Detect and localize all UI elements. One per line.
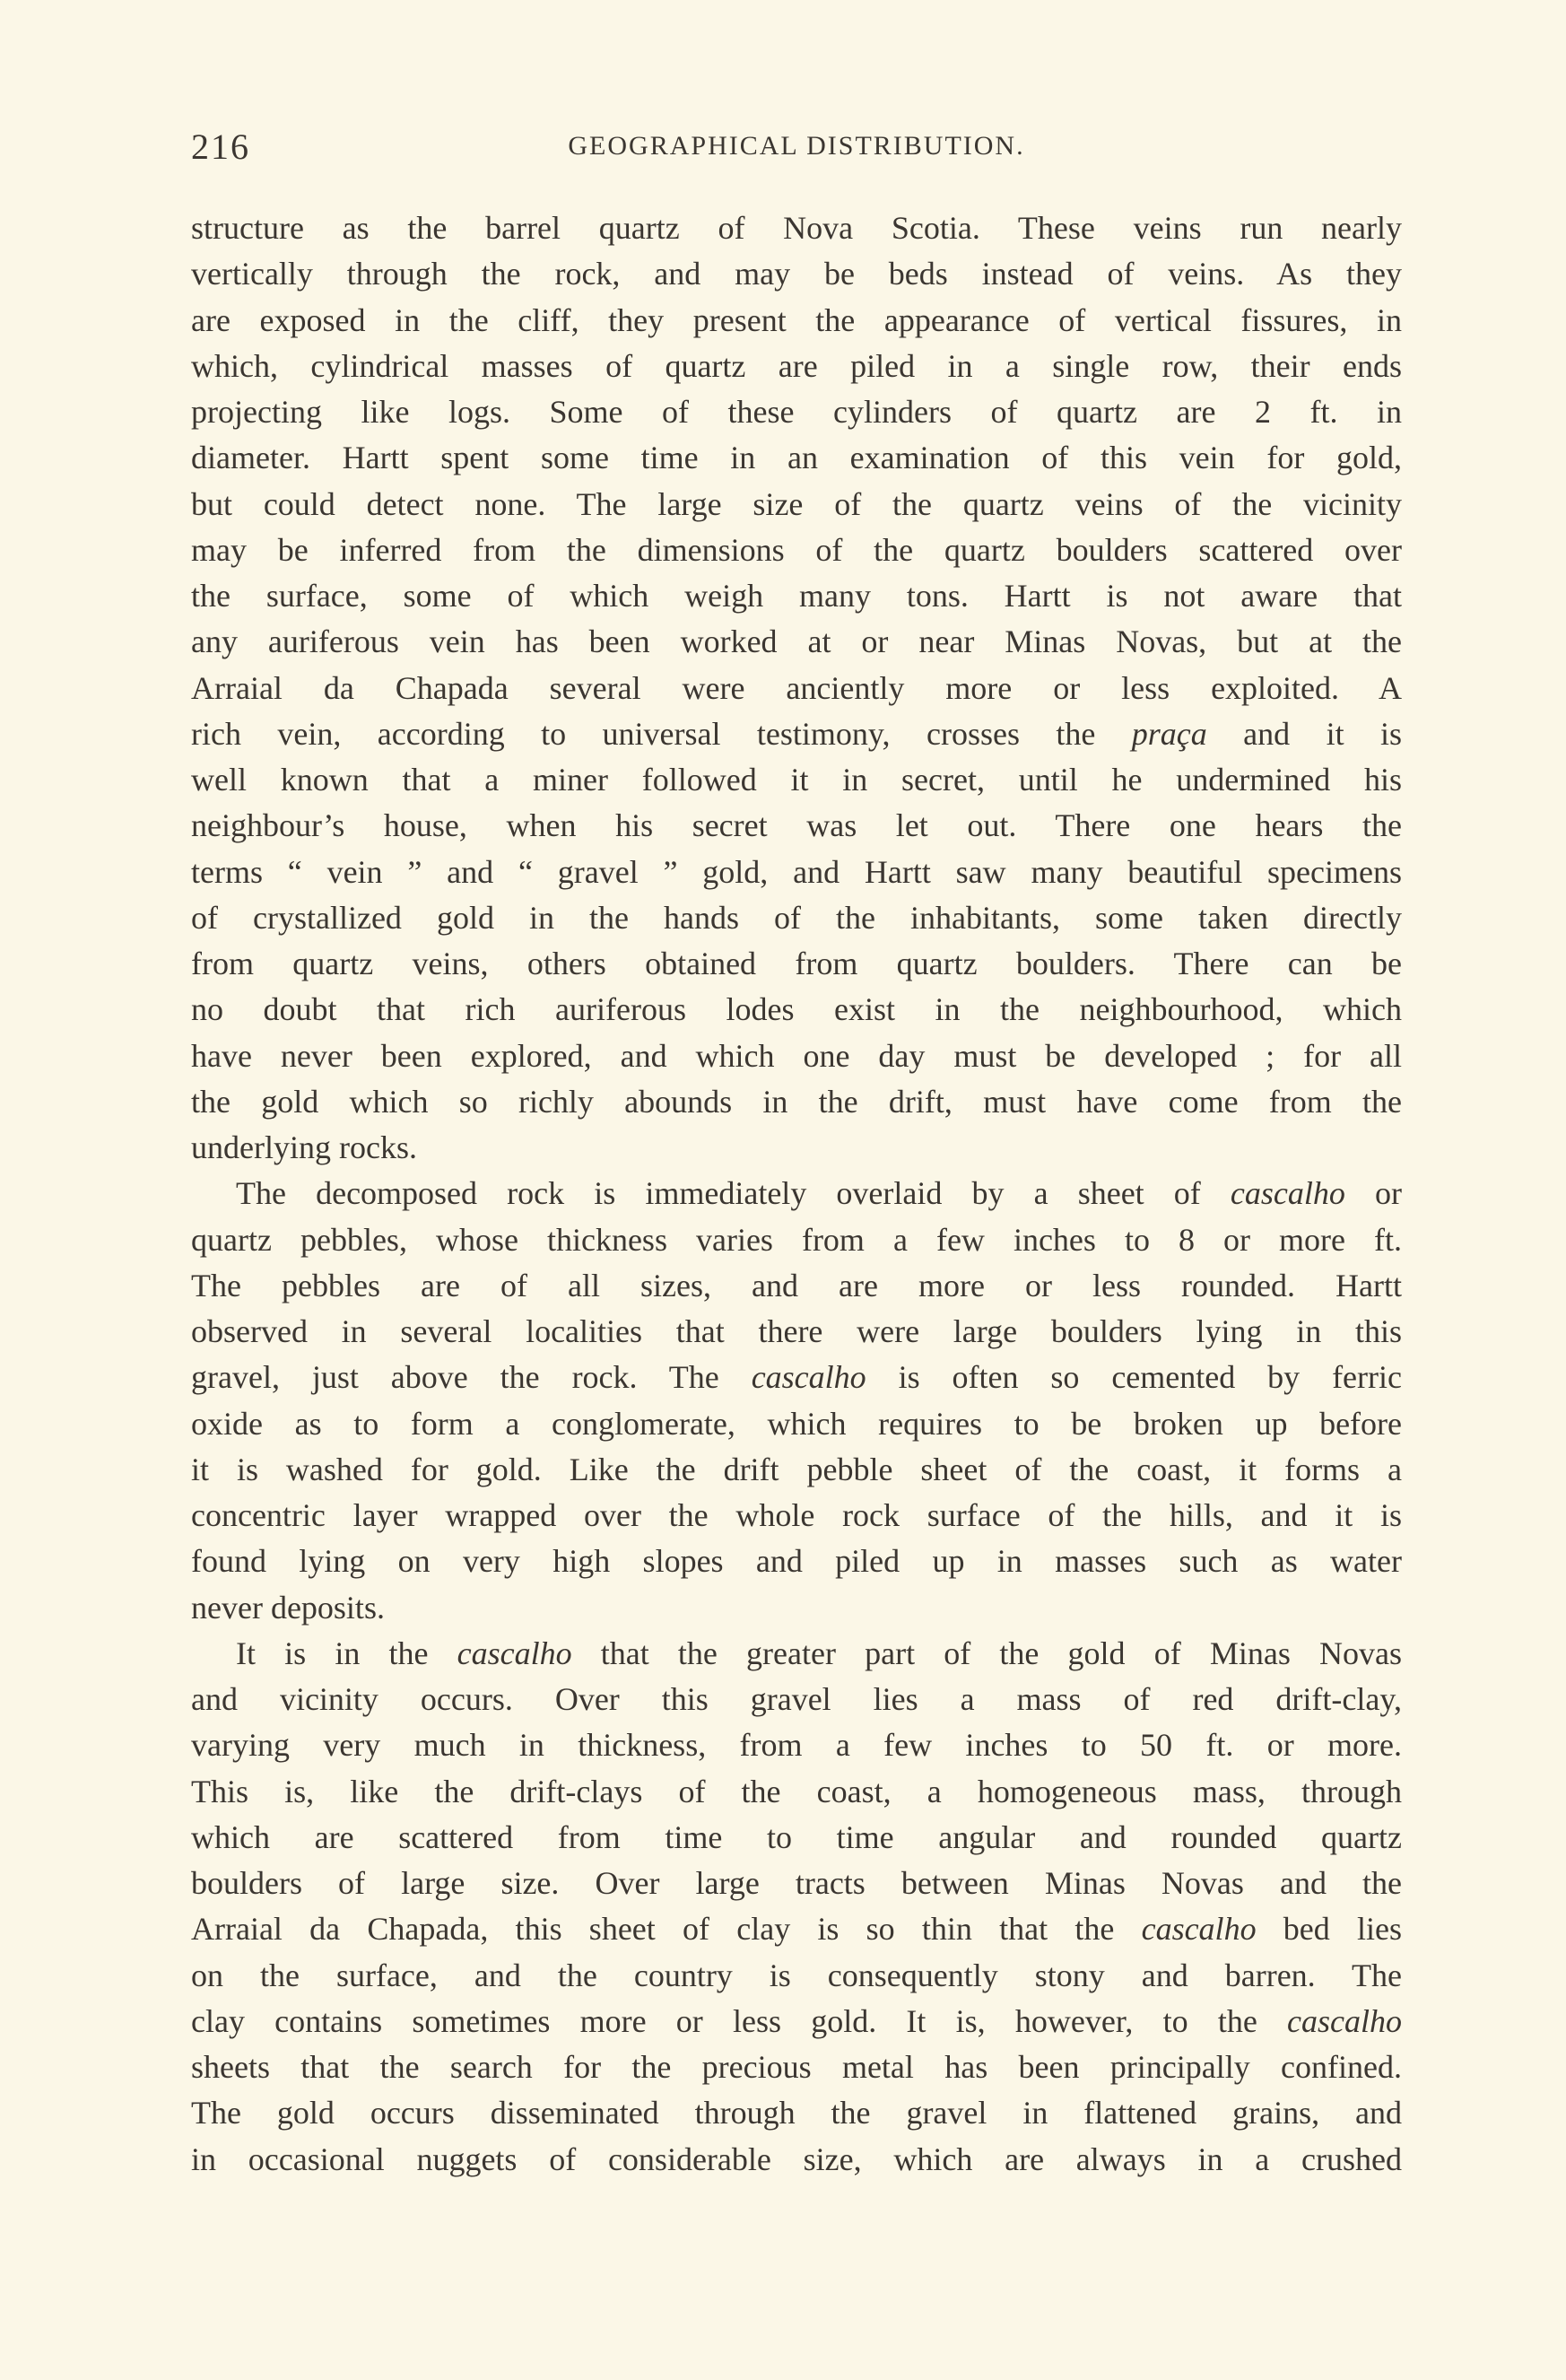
- text-segment: of crystallized gold in the hands of the inhabitants, some taken directly: [191, 899, 1402, 936]
- text-segment: quartz pebbles, whose thickness varies from a few inches to 8 or more ft.: [191, 1221, 1402, 1258]
- text-segment: Arraial da Chapada several were anciently more or less exploited. A: [191, 669, 1402, 706]
- text-segment: concentric layer wrapped over the whole rock surface of the hills, and it is: [191, 1497, 1402, 1533]
- text-line: [191, 2090, 1402, 2136]
- text-segment: boulders of large size. Over large tracts between Minas Novas and the: [191, 1865, 1402, 1901]
- text-line: [191, 1953, 1402, 1999]
- text-line: [191, 389, 1402, 435]
- text-line: [191, 1401, 1402, 1447]
- text-segment: no doubt that rich auriferous lodes exist in the neighbourhood, which: [191, 991, 1402, 1028]
- text-line: [191, 344, 1402, 389]
- text-line: [191, 527, 1402, 573]
- text-line: [191, 850, 1402, 895]
- text-segment: which are scattered from time to time angular and rounded quartz: [191, 1818, 1402, 1855]
- text-segment: on the surface, and the country is consequently stony and barren. The: [191, 1957, 1402, 1993]
- text-line: [191, 1677, 1402, 1722]
- text-segment: underlying rocks.: [191, 1129, 417, 1165]
- page-number: 216: [191, 126, 250, 167]
- text-segment: never deposits.: [191, 1589, 385, 1626]
- italic-term: cascalho: [1141, 1911, 1257, 1948]
- text-line: [191, 1125, 1402, 1171]
- text-segment: The gold occurs disseminated through the gravel in flattened grains, and: [191, 2095, 1402, 2132]
- text-line: [191, 619, 1402, 665]
- text-line: [191, 1999, 1402, 2044]
- text-segment: It is in the: [236, 1635, 457, 1671]
- text-segment: but could detect none. The large size of the quartz veins of the vicinity: [191, 485, 1402, 522]
- text-line: [191, 711, 1402, 757]
- text-line: [191, 1585, 1402, 1631]
- text-line: [191, 1631, 1402, 1677]
- text-line: [191, 666, 1402, 711]
- text-line: [191, 1355, 1402, 1400]
- text-segment: clay contains sometimes more or less gold. It is, however, to the: [191, 2002, 1288, 2039]
- body-text: [191, 205, 1402, 2183]
- text-segment: the surface, some of which weigh many tons. Hartt is not aware that: [191, 578, 1402, 614]
- text-line: [191, 1079, 1402, 1125]
- text-line: [191, 1493, 1402, 1539]
- text-line: [191, 1906, 1402, 1952]
- text-segment: varying very much in thickness, from a few inches to 50 ft. or more.: [191, 1727, 1402, 1764]
- text-line: [191, 1447, 1402, 1493]
- text-segment: and vicinity occurs. Over this gravel lies a mass of red drift-clay,: [191, 1681, 1402, 1717]
- text-line: [191, 1033, 1402, 1079]
- text-line: [191, 941, 1402, 987]
- text-segment: have never been explored, and which one day must be developed ; for all: [191, 1037, 1402, 1074]
- text-line: [191, 2044, 1402, 2090]
- text-segment: Arraial da Chapada, this sheet of clay is so thin that the: [191, 1911, 1142, 1948]
- text-line: [191, 435, 1402, 481]
- italic-term: cascalho: [457, 1635, 572, 1671]
- text-line: [191, 482, 1402, 527]
- text-segment: any auriferous vein has been worked at or near Minas Novas, but at the: [191, 623, 1402, 660]
- text-line: [191, 298, 1402, 344]
- text-line: [191, 1815, 1402, 1861]
- text-segment: found lying on very high slopes and piled up in masses such as water: [191, 1543, 1402, 1580]
- italic-term: cascalho: [1230, 1175, 1345, 1212]
- text-line: [191, 803, 1402, 849]
- text-segment: gravel, just above the rock. The: [191, 1359, 752, 1396]
- text-line: [191, 987, 1402, 1033]
- text-line: [191, 1309, 1402, 1355]
- text-segment: diameter. Hartt spent some time in an examination of this vein for gold,: [191, 440, 1402, 476]
- text-segment: from quartz veins, others obtained from quartz boulders. There can be: [191, 946, 1402, 981]
- text-segment: and it is: [1206, 715, 1402, 752]
- text-line: [191, 1722, 1402, 1768]
- text-line: [191, 205, 1402, 251]
- text-segment: or: [1344, 1175, 1402, 1212]
- text-segment: the gold which so richly abounds in the drift, must have come from the: [191, 1083, 1402, 1120]
- text-line: [191, 1769, 1402, 1815]
- text-segment: well known that a miner followed it in secret, until he undermined his: [191, 762, 1402, 798]
- text-line: [191, 1217, 1402, 1263]
- italic-term: cascalho: [751, 1359, 866, 1396]
- text-line: [191, 251, 1402, 297]
- text-line: [191, 1539, 1402, 1584]
- text-line: [191, 757, 1402, 803]
- text-segment: oxide as to form a conglomerate, which requires to be broken up before: [191, 1405, 1402, 1442]
- text-segment: bed lies: [1256, 1911, 1402, 1948]
- text-segment: that the greater part of the gold of Minas Novas: [571, 1635, 1402, 1671]
- text-segment: structure as the barrel quartz of Nova Scotia. These veins run nearly: [191, 210, 1402, 246]
- text-segment: it is washed for gold. Like the drift pebble sheet of the coast, it forms a: [191, 1451, 1402, 1487]
- text-segment: in occasional nuggets of considerable size, which are always in a crushed: [191, 2140, 1402, 2177]
- text-segment: The decomposed rock is immediately overlaid by a sheet of: [236, 1175, 1231, 1212]
- text-segment: which, cylindrical masses of quartz are piled in a single row, their ends: [191, 347, 1402, 384]
- text-segment: This is, like the drift-clays of the coast, a homogeneous mass, through: [191, 1773, 1402, 1809]
- text-line: [191, 895, 1402, 941]
- text-line: [191, 1171, 1402, 1216]
- italic-term: praça: [1131, 715, 1207, 752]
- text-line: [191, 573, 1402, 619]
- text-segment: are exposed in the cliff, they present the appearance of vertical fissures, in: [191, 301, 1402, 338]
- text-segment: observed in several localities that there were large boulders lying in this: [191, 1313, 1402, 1349]
- text-segment: The pebbles are of all sizes, and are more or less rounded. Hartt: [191, 1267, 1402, 1303]
- text-segment: may be inferred from the dimensions of the quartz boulders scattered over: [191, 531, 1402, 568]
- text-line: [191, 2137, 1402, 2183]
- text-segment: sheets that the search for the precious metal has been principally confined.: [191, 2049, 1402, 2085]
- italic-term: cascalho: [1287, 2002, 1402, 2039]
- text-segment: projecting like logs. Some of these cylinders of quartz are 2 ft. in: [191, 394, 1402, 430]
- text-segment: neighbour’s house, when his secret was let out. There one hears the: [191, 807, 1402, 844]
- text-line: [191, 1263, 1402, 1309]
- text-segment: vertically through the rock, and may be beds instead of veins. As they: [191, 256, 1402, 292]
- text-segment: rich vein, according to universal testimony, crosses the: [191, 715, 1132, 752]
- running-title: GEOGRAPHICAL DISTRIBUTION.: [568, 131, 1025, 161]
- text-segment: terms “ vein ” and “ gravel ” gold, and Hartt saw many beautiful specimens: [191, 853, 1402, 890]
- text-segment: is often so cemented by ferric: [866, 1359, 1402, 1396]
- text-line: [191, 1861, 1402, 1906]
